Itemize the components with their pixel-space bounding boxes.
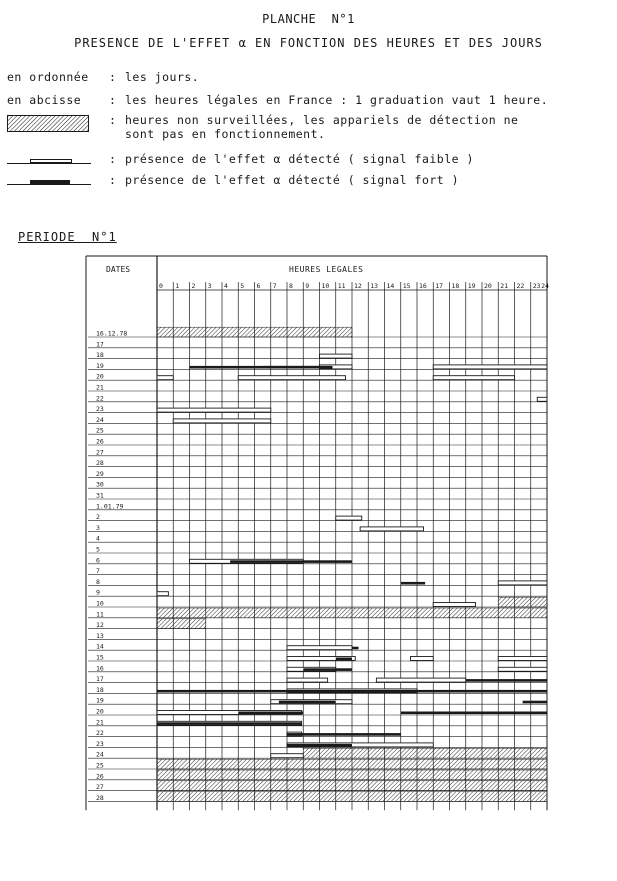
hour-tick-label: 22: [516, 282, 525, 290]
unmonitored-area: [303, 748, 547, 758]
date-label: 1.01.79: [96, 502, 124, 511]
hour-tick-label: 15: [402, 282, 411, 290]
date-label: 16: [96, 664, 104, 673]
date-label: 19: [96, 361, 104, 370]
date-label: 9: [96, 588, 100, 597]
legend-strong-def: présence de l'effet α détecté ( signal fort ): [125, 173, 460, 187]
date-label: 11: [96, 610, 104, 619]
date-label: 5: [96, 545, 100, 554]
hour-tick-label: 12: [354, 282, 362, 290]
weak-signal-bar: [287, 678, 328, 682]
hour-tick-label: 18: [451, 282, 460, 290]
legend-abscissa-def: les heures légales en France : 1 graduation vaut 1 heure.: [125, 93, 549, 107]
date-label: 2: [96, 513, 100, 522]
weak-signal-bar: [376, 678, 465, 682]
legend-abscissa-term: en abcisse: [7, 93, 82, 107]
hour-tick-label: 17: [435, 282, 444, 290]
date-label: 26: [96, 437, 104, 446]
strong-signal-bar: [263, 366, 333, 369]
weak-signal-bar: [433, 603, 475, 607]
strong-signal-bar: [401, 712, 547, 715]
weak-signal-bar: [433, 376, 514, 380]
hour-tick-label: 20: [484, 282, 492, 290]
strong-signal-bar: [336, 658, 352, 661]
hour-tick-label: 16: [419, 282, 427, 290]
weak-signal-bar: [271, 754, 304, 758]
date-label: 4: [96, 534, 100, 543]
strong-signal-bar: [238, 712, 303, 715]
hour-tick-label: 5: [240, 282, 245, 290]
legend-hatch-def-2: sont pas en fonctionnement.: [125, 127, 326, 141]
date-label: 16.12.78: [96, 329, 128, 338]
hour-tick-label: 11: [337, 282, 346, 290]
weak-signal-bar: [173, 419, 271, 423]
legend-hatch-def-1: heures non surveillées, les appariels de détection ne: [125, 113, 519, 127]
unmonitored-area: [498, 597, 547, 607]
date-label: 10: [96, 599, 104, 608]
legend-weak-def: présence de l'effet α détecté ( signal faible ): [125, 152, 474, 166]
legend-separator: :: [109, 70, 117, 84]
page-subtitle: PRESENCE DE L'EFFET α EN FONCTION DES HEURES ET DES JOURS: [74, 36, 543, 50]
strong-signal-bar: [230, 560, 352, 563]
strong-signal-bar: [303, 668, 352, 671]
date-label: 29: [96, 469, 104, 478]
page-title: PLANCHE N°1: [262, 12, 355, 26]
hours-header: HEURES LEGALES: [289, 265, 364, 274]
date-label: 27: [96, 783, 104, 792]
date-label: 12: [96, 621, 104, 630]
legend-separator: :: [109, 113, 117, 127]
date-label: 7: [96, 567, 100, 576]
strong-signal-bar: [352, 647, 359, 650]
weak-signal-bar: [157, 408, 271, 412]
strong-signal-bar: [466, 679, 547, 682]
date-label: 28: [96, 793, 104, 802]
hour-tick-label: 7: [272, 282, 277, 290]
weak-signal-bar: [537, 397, 547, 401]
date-label: 24: [96, 415, 104, 424]
date-label: 23: [96, 739, 104, 748]
hour-tick-label: 13: [370, 282, 379, 290]
date-label: 30: [96, 480, 104, 489]
date-label: 28: [96, 459, 104, 468]
date-label: 26: [96, 772, 104, 781]
hour-tick-label: 3: [207, 282, 212, 290]
weak-signal-bar: [498, 581, 547, 585]
strong-signal-bar: [157, 690, 547, 693]
hour-tick-label: 14: [386, 282, 395, 290]
hour-tick-label: 6: [256, 282, 261, 290]
hour-tick-label: 1: [175, 282, 180, 290]
date-label: 31: [96, 491, 104, 500]
legend-separator: :: [109, 93, 117, 107]
weak-signal-bar: [411, 657, 434, 661]
date-label: 20: [96, 707, 104, 716]
date-label: 17: [96, 675, 104, 684]
hour-tick-label: 0: [159, 282, 163, 290]
hour-tick-label: 9: [305, 282, 310, 290]
date-label: 8: [96, 577, 100, 586]
date-label: 22: [96, 394, 104, 403]
date-label: 14: [96, 642, 104, 651]
weak-signal-bar: [433, 365, 547, 369]
legend-separator: :: [109, 152, 117, 166]
hour-tick-label: 2: [191, 282, 196, 290]
date-label: 6: [96, 556, 100, 565]
date-label: 13: [96, 631, 104, 640]
date-label: 21: [96, 383, 104, 392]
date-label: 17: [96, 340, 104, 349]
weak-signal-bar: [238, 376, 345, 380]
date-label: 22: [96, 729, 104, 738]
weak-signal-bar: [287, 646, 352, 650]
hour-tick-label: 10: [321, 282, 330, 290]
date-label: 21: [96, 718, 104, 727]
date-label: 25: [96, 761, 104, 770]
strong-signal-bar: [287, 744, 352, 747]
strong-signal-bar: [279, 701, 336, 704]
hour-tick-label: 4: [224, 282, 228, 290]
weak-signal-bar: [498, 657, 547, 661]
hour-tick-label: 21: [500, 282, 509, 290]
legend-ordinate-def: les jours.: [125, 70, 200, 84]
date-label: 27: [96, 448, 104, 457]
period-label: PERIODE N°1: [18, 230, 117, 244]
weak-signal-bar: [498, 667, 547, 671]
date-label: 18: [96, 685, 104, 694]
date-label: 25: [96, 426, 104, 435]
hour-tick-label: 24: [541, 282, 549, 290]
dates-header: DATES: [106, 265, 131, 274]
unmonitored-area: [157, 619, 206, 629]
hour-tick-label: 19: [467, 282, 476, 290]
weak-signal-bar: [157, 592, 168, 596]
hour-tick-label: 8: [289, 282, 293, 290]
date-label: 18: [96, 351, 104, 360]
strong-signal-bar: [287, 733, 401, 736]
legend-separator: :: [109, 173, 117, 187]
weak-signal-bar: [320, 354, 353, 358]
date-label: 3: [96, 523, 100, 532]
weak-signal-bar: [157, 376, 173, 380]
strong-signal-bar: [523, 701, 547, 704]
date-label: 15: [96, 653, 104, 662]
strong-signal-bar: [401, 582, 425, 585]
weak-signal-bar: [360, 527, 423, 531]
date-label: 24: [96, 750, 104, 759]
legend-ordinate-term: en ordonnée: [7, 70, 89, 84]
weak-signal-bar: [336, 516, 362, 520]
strong-signal-bar: [157, 722, 302, 725]
date-label: 23: [96, 405, 104, 414]
hour-tick-label: 23: [532, 282, 541, 290]
date-label: 20: [96, 372, 104, 381]
date-label: 19: [96, 696, 104, 705]
